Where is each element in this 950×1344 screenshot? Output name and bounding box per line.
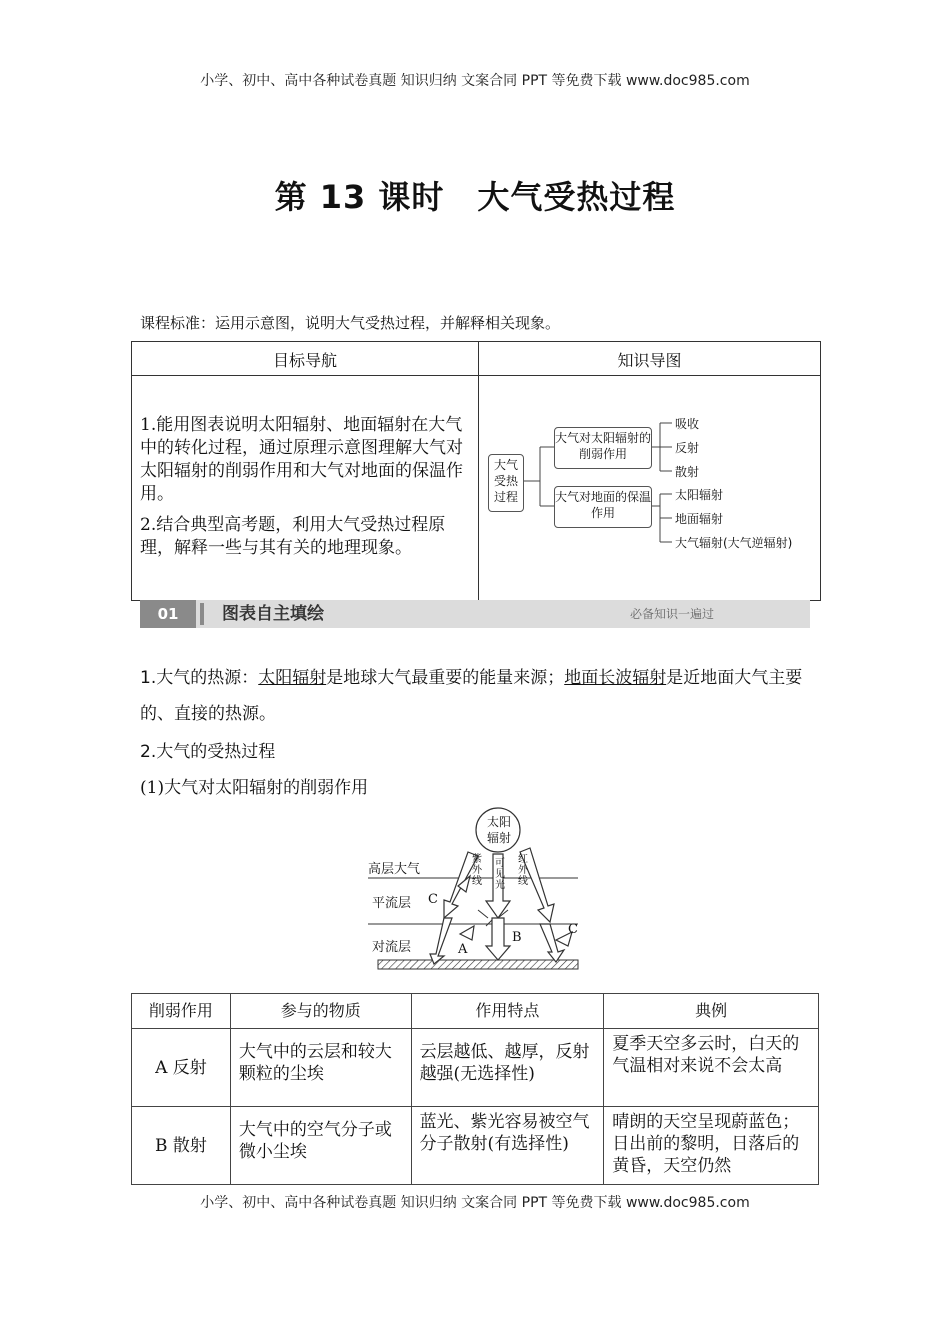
section-2-heading: 2.大气的受热过程 xyxy=(140,742,276,762)
intro-table xyxy=(131,341,821,601)
table-cell: B 散射 xyxy=(132,1107,231,1185)
diagram-ir-label: 红外线 xyxy=(518,854,528,887)
diagram-layer-strat: 平流层 xyxy=(372,896,412,911)
term-ground-radiation: 地面长波辐射 xyxy=(564,668,667,688)
mindmap-leaf: 太阳辐射 xyxy=(675,488,724,502)
diagram-label-b: B xyxy=(512,930,522,945)
section-banner xyxy=(140,600,810,628)
table-header: 典例 xyxy=(604,994,819,1029)
page-footer: 小学、初中、高中各种试卷真题 知识归纳 文案合同 PPT 等免费下载 www.doc985.com xyxy=(200,1195,750,1211)
diagram-layer-high: 高层大气 xyxy=(368,862,421,877)
mind-map xyxy=(482,402,818,562)
banner-subtitle: 必备知识一遍过 xyxy=(629,607,714,621)
diagram-uv-label: 紫外线 xyxy=(472,854,482,887)
table-header-row xyxy=(132,994,819,1029)
mindmap-leaf: 地面辐射 xyxy=(675,512,724,526)
diagram-layer-trop: 对流层 xyxy=(372,940,412,955)
table-cell: 云层越低、越厚，反射越强(无选择性) xyxy=(411,1029,604,1107)
table-row xyxy=(132,1029,819,1107)
atmosphere-diagram xyxy=(360,806,590,976)
section-1-text: 是近地面大气主要的、直接的热源。 xyxy=(140,668,803,724)
table-row xyxy=(132,1107,819,1185)
course-standard: 课程标准：运用示意图，说明大气受热过程，并解释相关现象。 xyxy=(140,314,561,332)
goal-header: 目标导航 xyxy=(272,351,337,370)
term-solar-radiation: 太阳辐射 xyxy=(258,668,327,688)
subsection-1-heading: (1)大气对太阳辐射的削弱作用 xyxy=(140,778,369,798)
mindmap-leaf: 大气辐射(大气逆辐射) xyxy=(675,536,793,550)
mindmap-branch-2: 大气对地面的保温作用 xyxy=(554,486,652,528)
table-header: 参与的物质 xyxy=(230,994,411,1029)
mindmap-header: 知识导图 xyxy=(617,351,682,370)
banner-number: 01 xyxy=(140,600,196,628)
section-1-paragraph xyxy=(140,660,820,732)
page-header: 小学、初中、高中各种试卷真题 知识归纳 文案合同 PPT 等免费下载 www.doc985.com xyxy=(200,73,750,89)
mindmap-leaf: 反射 xyxy=(675,441,700,455)
mindmap-leaf: 散射 xyxy=(675,465,700,479)
table-header: 削弱作用 xyxy=(132,994,231,1029)
table-cell: 大气中的空气分子或微小尘埃 xyxy=(230,1107,411,1185)
goal-2: 2.结合典型高考题，利用大气受热过程原理，解释一些与其有关的地理现象。 xyxy=(140,515,446,558)
mindmap-leaf: 吸收 xyxy=(675,417,700,431)
mindmap-root: 大气受热过程 xyxy=(488,454,524,512)
table-header: 作用特点 xyxy=(411,994,604,1029)
mindmap-branch-1: 大气对太阳辐射的削弱作用 xyxy=(554,427,652,469)
section-1-prefix: 1.大气的热源： xyxy=(140,668,259,688)
diagram-sun-label: 太阳辐射 xyxy=(486,815,511,845)
banner-title: 图表自主填绘 xyxy=(222,604,324,624)
table-cell: 蓝光、紫光容易被空气分子散射(有选择性) xyxy=(411,1107,604,1185)
section-1-text: 是地球大气最重要的能量来源； xyxy=(326,668,565,688)
table-cell: A 反射 xyxy=(132,1029,231,1107)
table-cell: 夏季天空多云时，白天的气温相对来说不会太高 xyxy=(604,1029,819,1107)
diagram-label-c: C xyxy=(428,892,438,907)
diagram-label-c: C xyxy=(568,922,578,937)
diagram-label-a: A xyxy=(458,942,468,957)
table-cell: 大气中的云层和较大颗粒的尘埃 xyxy=(230,1029,411,1107)
page-title: 第 13 课时 大气受热过程 xyxy=(274,178,676,216)
goal-1: 1.能用图表说明太阳辐射、地面辐射在大气中的转化过程，通过原理示意图理解大气对太阳辐射的削弱作用和大气对地面的保温作用。 xyxy=(140,415,463,504)
weakening-table xyxy=(131,993,819,1185)
table-cell: 晴朗的天空呈现蔚蓝色；日出前的黎明，日落后的黄昏，天空仍然 xyxy=(604,1107,819,1185)
diagram-visible-label: 可见光 xyxy=(495,858,505,891)
